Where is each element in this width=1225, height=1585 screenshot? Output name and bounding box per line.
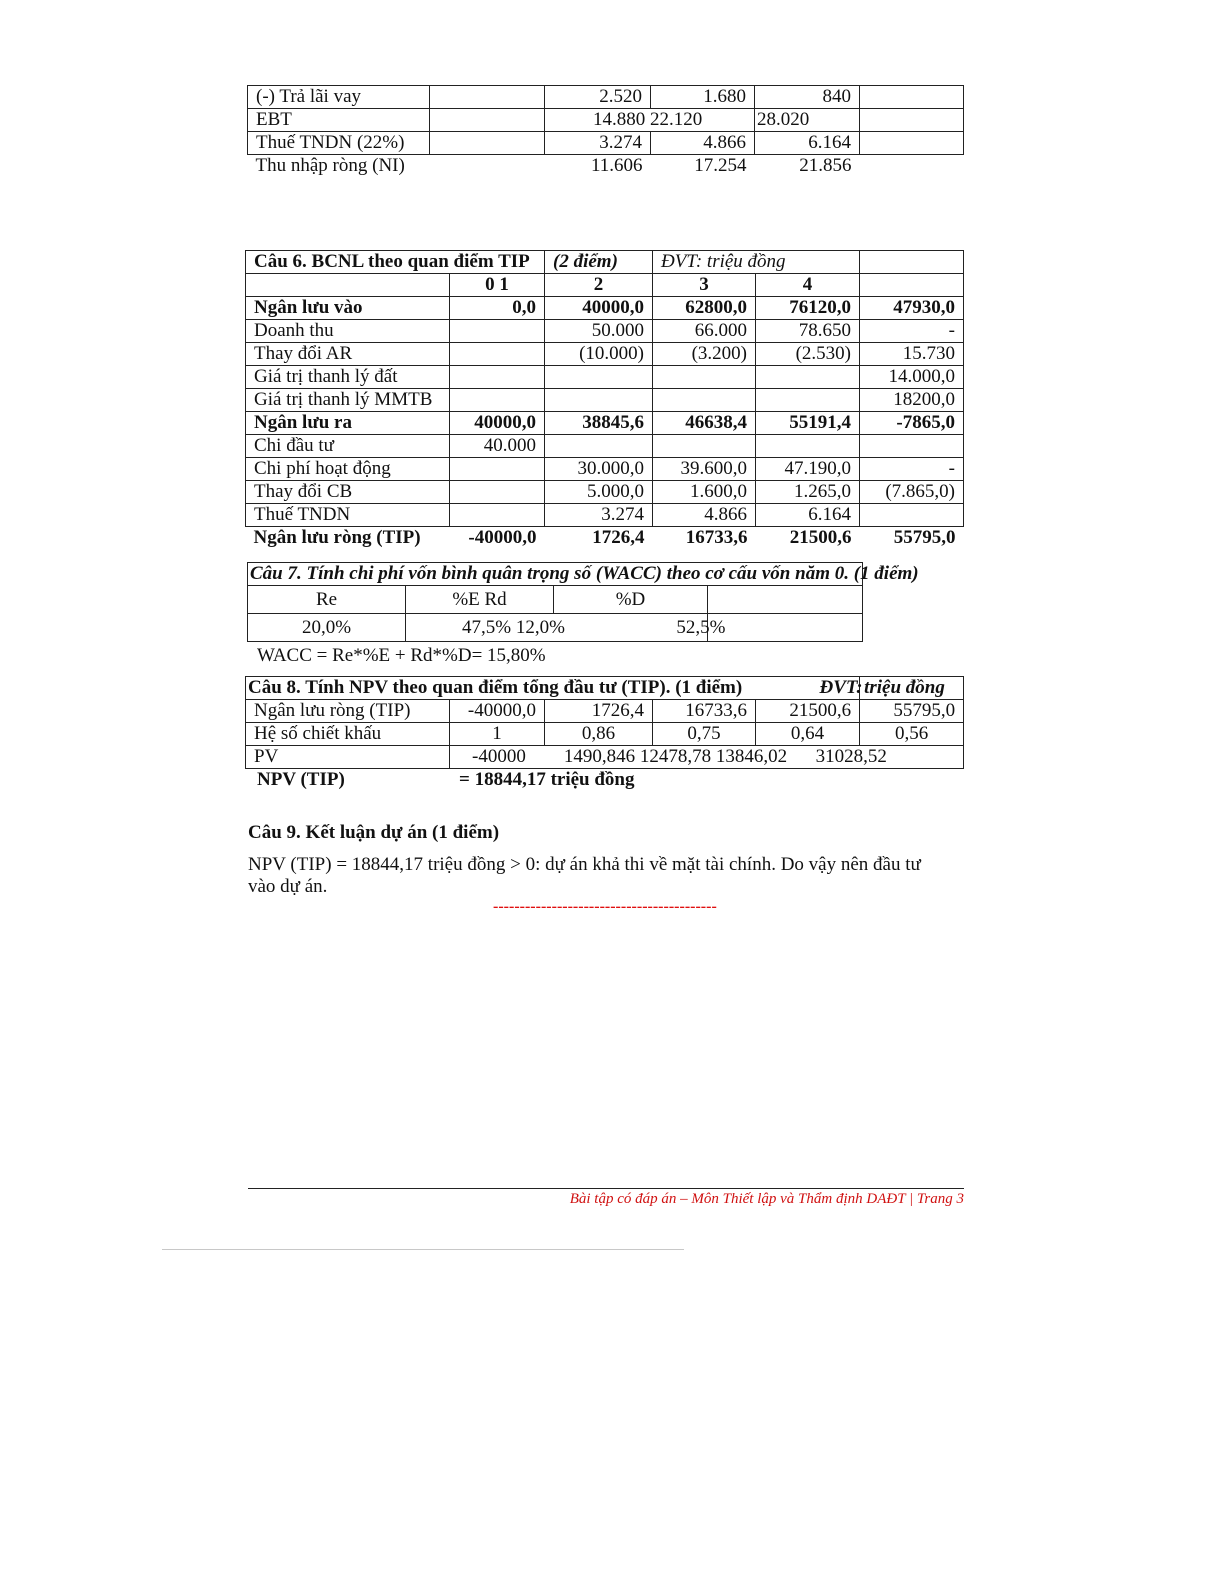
cell: (2.530) — [756, 343, 860, 366]
table-row — [248, 614, 863, 642]
footer-rule — [248, 1188, 964, 1189]
row-label: Thu nhập ròng (NI) — [255, 155, 405, 176]
table-row — [246, 723, 964, 746]
cell — [450, 458, 545, 481]
cell: 1.265,0 — [756, 481, 860, 504]
cell: 1.600,0 — [653, 481, 756, 504]
cell: 4.866 — [651, 132, 755, 155]
cell — [450, 343, 545, 366]
section-points: (2 điểm) — [545, 251, 653, 274]
cell: 16733,6 — [685, 527, 748, 548]
cell — [450, 481, 545, 504]
cell — [756, 435, 860, 458]
table-row — [246, 746, 964, 769]
cell: 16733,6 — [653, 700, 756, 723]
cell: 17.254 — [694, 155, 747, 176]
cell — [756, 366, 860, 389]
cell: 1 — [450, 723, 545, 746]
cell — [450, 504, 545, 527]
table-header-row — [248, 586, 863, 614]
cell: 0,64 — [756, 723, 860, 746]
unit-label: ĐVT: — [819, 677, 863, 698]
row-label: Thay đổi CB — [246, 481, 450, 504]
row-label: Chi phí hoạt động — [246, 458, 450, 481]
cell: 0,75 — [653, 723, 756, 746]
column-header: %E Rd — [406, 586, 554, 614]
table-row — [246, 366, 964, 389]
cell — [860, 435, 964, 458]
table-header-row — [246, 274, 964, 297]
cell — [545, 435, 653, 458]
row-label: Hệ số chiết khấu — [246, 723, 450, 746]
q6-cashflow-table — [245, 250, 964, 549]
cell: -7865,0 — [860, 412, 964, 435]
cell: 30.000,0 — [545, 458, 653, 481]
table-title-row — [246, 251, 964, 274]
cell: 55795,0 — [893, 527, 956, 548]
red-separator: ------------------------------------------ — [493, 898, 717, 915]
cell: -40000,0 — [468, 527, 537, 548]
column-header: 3 — [653, 274, 756, 297]
cell: 21500,6 — [789, 527, 852, 548]
section-title: Câu 6. BCNL theo quan điểm TIP — [246, 251, 545, 274]
row-label: Chi đầu tư — [246, 435, 450, 458]
cell: 1726,4 — [592, 527, 645, 548]
cell: (3.200) — [653, 343, 756, 366]
row-label: EBT — [248, 109, 430, 132]
npv-label: NPV (TIP) — [257, 769, 345, 790]
column-header: 4 — [756, 274, 860, 297]
table-row — [246, 412, 964, 435]
row-label: Ngân lưu vào — [246, 297, 450, 320]
cell — [545, 389, 653, 412]
q7-title: Câu 7. Tính chi phí vốn bình quân trọng số (WACC) theo cơ cấu vốn năm 0. — [250, 563, 849, 584]
cell: - — [860, 458, 964, 481]
q7-wacc-table — [247, 562, 919, 642]
section-points: (1 điểm) — [853, 563, 919, 584]
row-label: Doanh thu — [246, 320, 450, 343]
cell: 11.606 — [590, 155, 643, 176]
income-statement-tail-table — [247, 85, 964, 177]
row-label: Giá trị thanh lý MMTB — [246, 389, 450, 412]
cell: 38845,6 — [545, 412, 653, 435]
column-header: %D — [554, 586, 708, 614]
cell: 0,86 — [545, 723, 653, 746]
unit-label: ĐVT: triệu đồng — [653, 251, 860, 274]
cell: 78.650 — [756, 320, 860, 343]
cell: (7.865,0) — [860, 481, 964, 504]
npv-value: = 18844,17 triệu đồng — [459, 769, 635, 790]
cell: 47,5% 12,0% 52,5% — [406, 614, 708, 642]
page-divider — [162, 1249, 684, 1250]
cell: 46638,4 — [653, 412, 756, 435]
cell: 5.000,0 — [545, 481, 653, 504]
section-title: Câu 8. Tính NPV theo quan điểm tổng đầu tư (TIP). (1 điểm) ĐVT: — [246, 677, 860, 700]
cell: 40000,0 — [450, 412, 545, 435]
cell: 50.000 — [545, 320, 653, 343]
q9-title: Câu 9. Kết luận dự án (1 điểm) — [248, 822, 500, 843]
cell: 0,0 — [450, 297, 545, 320]
table-row — [246, 389, 964, 412]
cell: 47930,0 — [860, 297, 964, 320]
table-row — [246, 527, 964, 550]
row-label: Giá trị thanh lý đất — [246, 366, 450, 389]
cell: 14.880 22.120 — [545, 109, 755, 132]
cell: 0,56 — [860, 723, 964, 746]
table-row — [246, 320, 964, 343]
wacc-formula: WACC = Re*%E + Rd*%D= 15,80% — [257, 645, 546, 666]
cell: 62800,0 — [653, 297, 756, 320]
row-label: PV — [246, 746, 450, 769]
cell: 21.856 — [799, 155, 852, 176]
table-row — [248, 132, 964, 155]
row-label: Thuế TNDN — [246, 504, 450, 527]
cell: 4.866 — [653, 504, 756, 527]
cell: 76120,0 — [756, 297, 860, 320]
cell: 3.274 — [545, 504, 653, 527]
cell: -40000,0 — [450, 700, 545, 723]
q8-npv-table — [245, 676, 964, 769]
q9-text-line2: vào dự án. — [248, 876, 328, 897]
row-label: Ngân lưu ròng (TIP) — [246, 700, 450, 723]
column-header — [708, 586, 863, 614]
cell: 20,0% — [248, 614, 406, 642]
cell — [653, 389, 756, 412]
row-label: (-) Trả lãi vay — [248, 86, 430, 109]
section-title — [248, 563, 919, 586]
cell: (10.000) — [545, 343, 653, 366]
table-row — [246, 458, 964, 481]
column-header: 0 1 — [450, 274, 545, 297]
cell — [450, 389, 545, 412]
row-label: Thuế TNDN (22%) — [248, 132, 430, 155]
cell: 15.730 — [860, 343, 964, 366]
cell — [653, 435, 756, 458]
q6-body — [246, 297, 964, 550]
cell: 18200,0 — [860, 389, 964, 412]
cell — [653, 366, 756, 389]
cell — [450, 366, 545, 389]
cell — [545, 366, 653, 389]
cell: -40000 1490,846 12478,78 13846,02 31028,52 — [450, 746, 964, 769]
cell: 39.600,0 — [653, 458, 756, 481]
table-row — [246, 343, 964, 366]
cell: 2.520 — [545, 86, 651, 109]
cell: 1.680 — [651, 86, 755, 109]
table-title-row — [248, 563, 863, 586]
table-row — [246, 504, 964, 527]
row-label: Thay đổi AR — [246, 343, 450, 366]
table-row — [246, 435, 964, 458]
cell: 6.164 — [756, 504, 860, 527]
cell: 1726,4 — [545, 700, 653, 723]
cell: 21500,6 — [756, 700, 860, 723]
row-label: Ngân lưu ra — [246, 412, 450, 435]
cell: 840 — [755, 86, 860, 109]
page-footer: Bài tập có đáp án – Môn Thiết lập và Thẩm định DAĐT | Trang 3 — [569, 1191, 964, 1207]
cell: 40.000 — [450, 435, 545, 458]
cell: 14.000,0 — [860, 366, 964, 389]
cell: 55795,0 — [860, 700, 964, 723]
cell — [756, 389, 860, 412]
table-row — [248, 155, 964, 178]
table-row — [246, 700, 964, 723]
cell: 47.190,0 — [756, 458, 860, 481]
table-row — [246, 297, 964, 320]
table-row — [248, 109, 964, 132]
cell: - — [860, 320, 964, 343]
table-title-row — [246, 677, 964, 700]
column-header: Re — [248, 586, 406, 614]
row-label: Ngân lưu ròng (TIP) — [253, 527, 421, 548]
cell: 3.274 — [545, 132, 651, 155]
table-row — [246, 481, 964, 504]
cell: 6.164 — [755, 132, 860, 155]
unit-label: triệu đồng — [860, 677, 964, 700]
cell: 66.000 — [653, 320, 756, 343]
cell: 55191,4 — [756, 412, 860, 435]
cell — [860, 504, 964, 527]
cell — [450, 320, 545, 343]
column-header: 2 — [545, 274, 653, 297]
table-row — [248, 86, 964, 109]
cell: 28.020 — [755, 109, 860, 132]
cell: 40000,0 — [545, 297, 653, 320]
q9-text-line1: NPV (TIP) = 18844,17 triệu đồng > 0: dự án khả thi về mặt tài chính. Do vậy nên đầu tư — [248, 854, 921, 875]
